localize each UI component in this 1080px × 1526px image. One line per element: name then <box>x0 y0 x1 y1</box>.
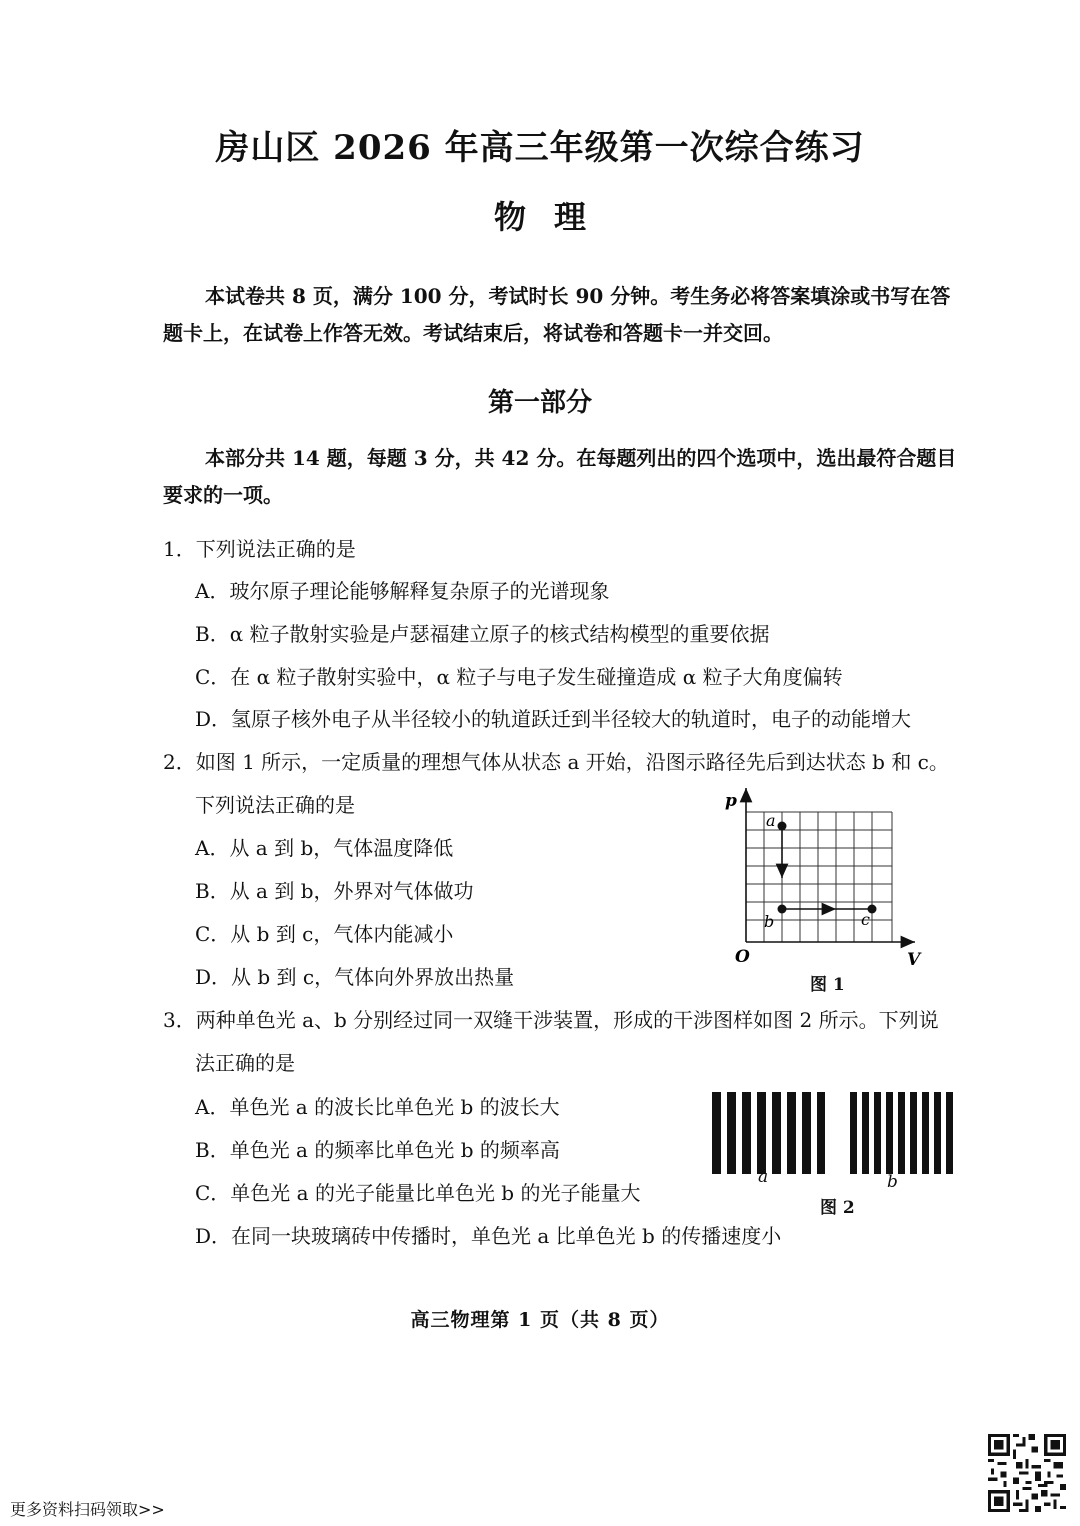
figure-1-label-c: c <box>861 910 870 929</box>
figure-1-axis-p: p <box>725 791 737 811</box>
question-3-stem: 3．两种单色光 a、b 分别经过同一双缝干涉装置，形成的干涉图样如图 2 所示。下列说 <box>163 1008 939 1032</box>
figure-1-point-a <box>778 822 787 831</box>
subject-title: 物理 <box>493 198 614 236</box>
question-2-option-c: C．从 b 到 c，气体内能减小 <box>195 922 454 946</box>
page-footer: 高三物理第 1 页（共 8 页） <box>410 1309 670 1331</box>
question-3-option-d: D．在同一块玻璃砖中传播时，单色光 a 比单色光 b 的传播速度小 <box>195 1224 782 1248</box>
question-2-stem: 2．如图 1 所示，一定质量的理想气体从状态 a 开始，沿图示路径先后到达状态 b 和 c。 <box>163 750 949 774</box>
part-title: 第一部分 <box>487 388 592 418</box>
figure-2-label-b: b <box>887 1172 898 1192</box>
part-description: 本部分共 14 题，每题 3 分，共 42 分。在每题列出的四个选项中，选出最符合题目要求的一项。 <box>163 446 957 507</box>
question-2-stem-cont: 下列说法正确的是 <box>195 793 355 817</box>
qr-code[interactable] <box>988 1434 1066 1512</box>
question-1-option-c: C．在 α 粒子散射实验中，α 粒子与电子发生碰撞造成 α 粒子大角度偏转 <box>195 665 843 689</box>
question-3-option-a: A．单色光 a 的波长比单色光 b 的波长大 <box>195 1095 560 1119</box>
figure-1-origin: O <box>735 947 750 967</box>
question-2-option-d: D．从 b 到 c，气体向外界放出热量 <box>195 965 515 989</box>
figure-1-axis-v: V <box>907 950 921 970</box>
question-2-option-a: A．从 a 到 b，气体温度降低 <box>195 836 454 860</box>
question-3-option-c: C．单色光 a 的光子能量比单色光 b 的光子能量大 <box>195 1181 641 1205</box>
figure-2-interference-patterns <box>710 1090 960 1180</box>
question-1-option-a: A．玻尔原子理论能够解释复杂原子的光谱现象 <box>195 579 610 603</box>
figure-1-label-b: b <box>764 912 775 931</box>
question-3-option-b: B．单色光 a 的频率比单色光 b 的频率高 <box>195 1138 560 1162</box>
question-2-option-b: B．从 a 到 b，外界对气体做功 <box>195 879 474 903</box>
question-1-option-b: B．α 粒子散射实验是卢瑟福建立原子的核式结构模型的重要依据 <box>195 622 770 646</box>
question-1-option-d: D．氢原子核外电子从半径较小的轨道跃迁到半径较大的轨道时，电子的动能增大 <box>195 707 912 731</box>
figure-1-label-a: a <box>766 811 776 830</box>
figure-2-pattern-a <box>712 1092 825 1174</box>
figure-2-label-a: a <box>758 1167 769 1187</box>
exam-notice: 本试卷共 8 页，满分 100 分，考试时长 90 分钟。考生务必将答案填涂或书写在答题卡上，在试卷上作答无效。考试结束后，将试卷和答题卡一并交回。 <box>163 284 951 345</box>
figure-1-point-b <box>778 905 787 914</box>
figure-2-caption: 图 2 <box>820 1198 855 1218</box>
exam-title: 房山区 2026 年高三年级第一次综合练习 <box>215 128 865 168</box>
question-1-stem: 1．下列说法正确的是 <box>163 537 356 561</box>
question-3-stem-cont: 法正确的是 <box>195 1051 295 1075</box>
bottom-scan-note[interactable]: 更多资料扫码领取>> <box>10 1500 165 1519</box>
figure-1-caption: 图 1 <box>810 975 845 995</box>
figure-1-pv-diagram <box>715 780 930 995</box>
figure-2-pattern-b <box>850 1092 953 1174</box>
